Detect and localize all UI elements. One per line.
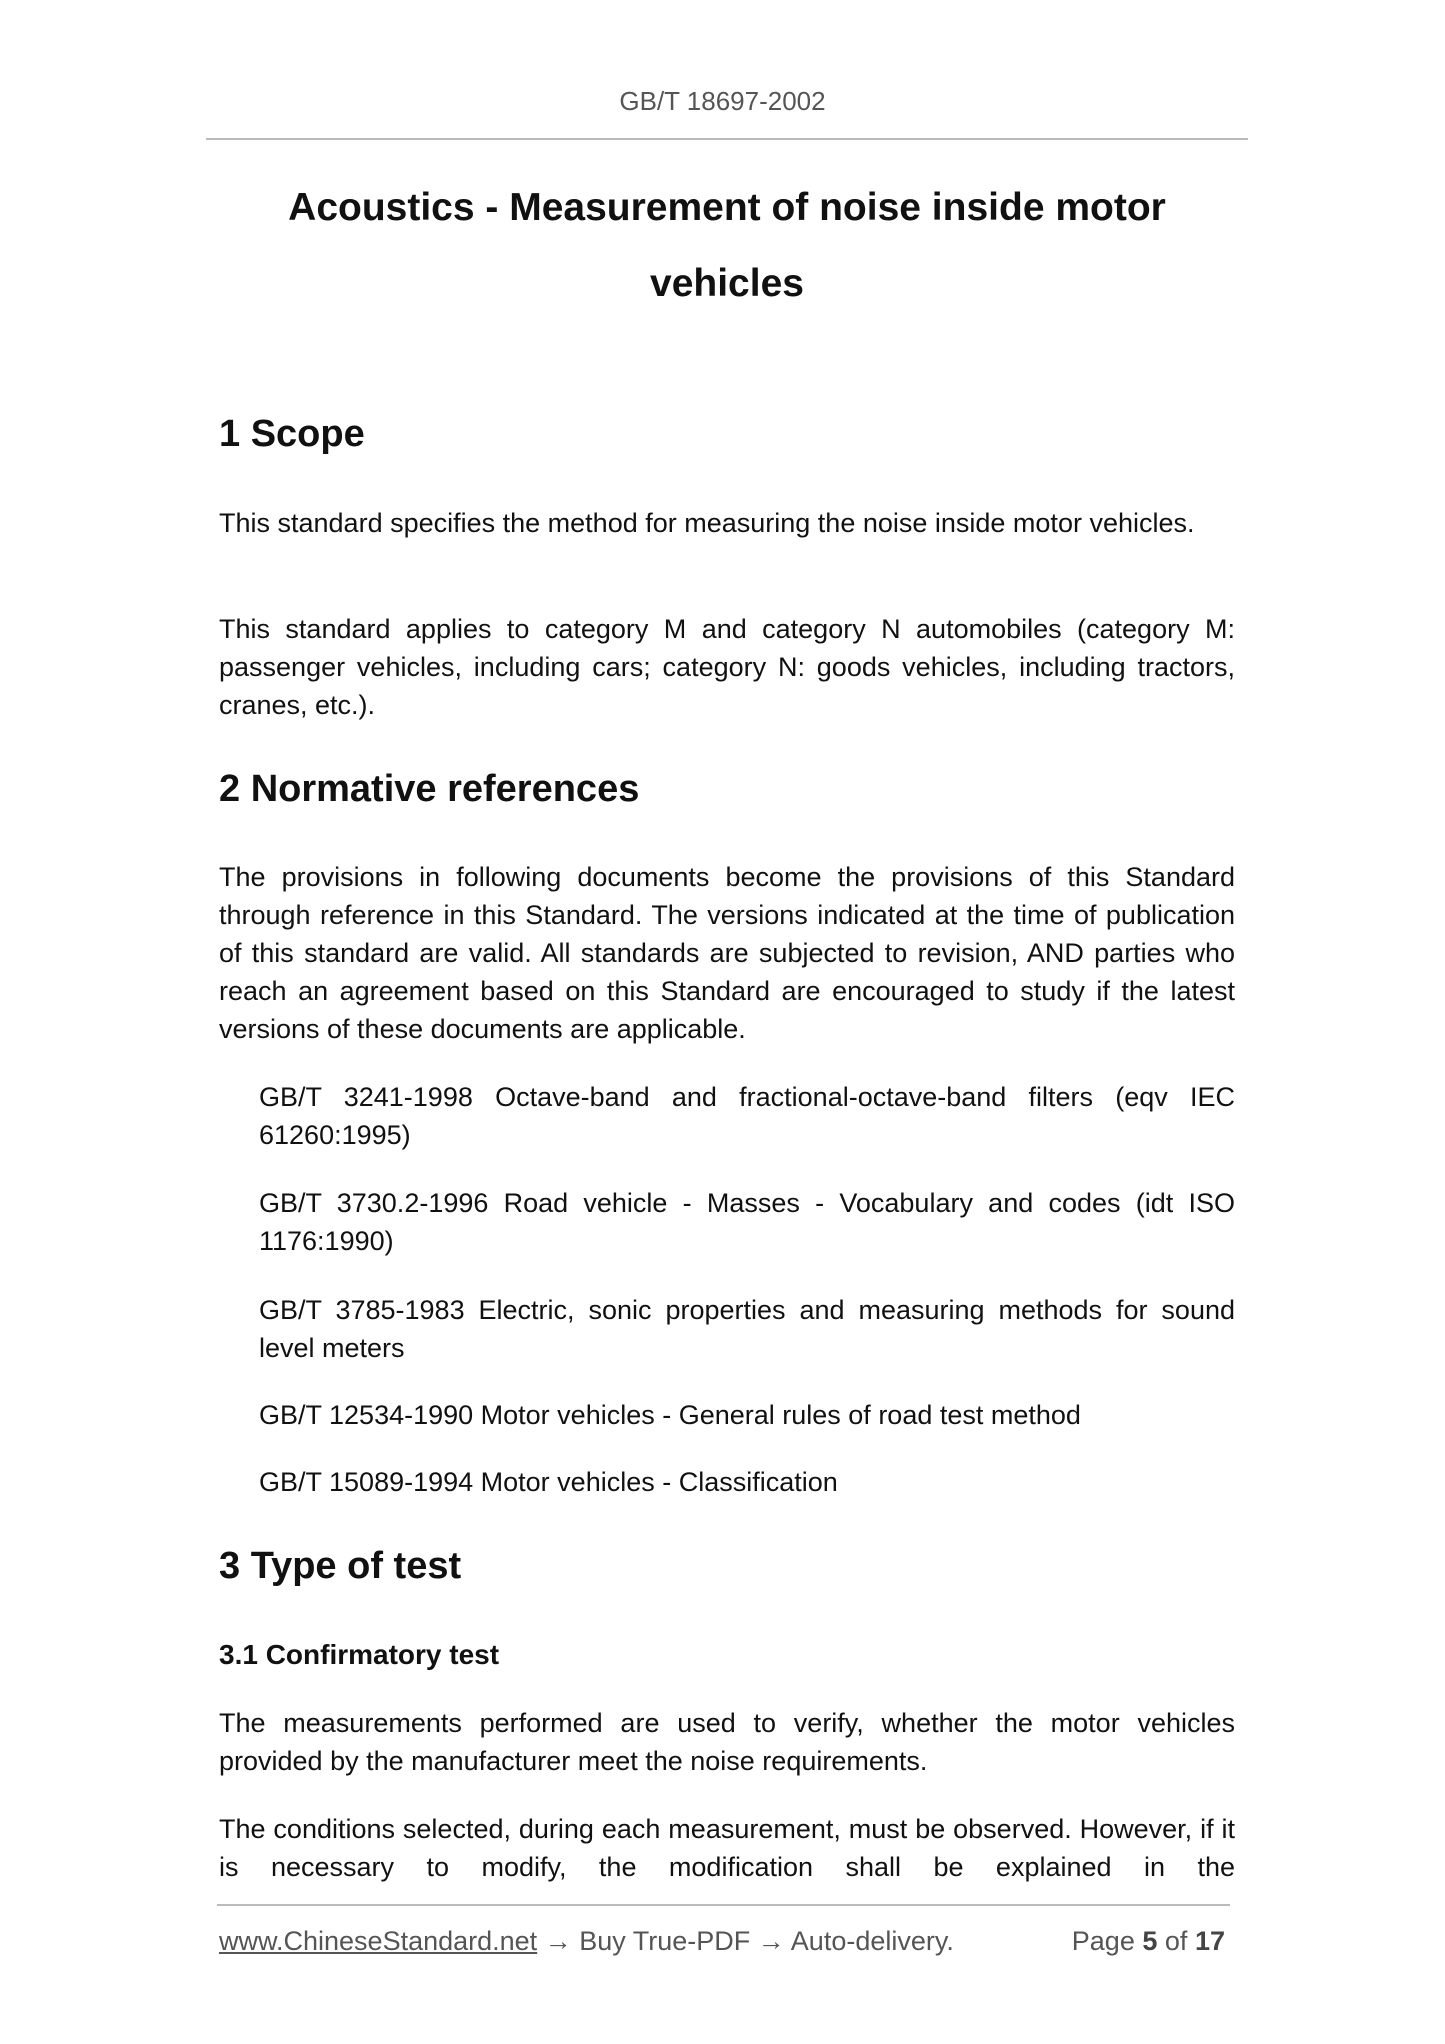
current-page: 5 [1142, 1926, 1158, 1956]
document-title-line2: vehicles [650, 262, 804, 305]
paragraph: The measurements performed are used to verify, whether the motor vehicles provided by the manufacturer meet the noise requirements. [219, 1708, 1235, 1776]
total-pages: 17 [1194, 1926, 1225, 1956]
reference-item: GB/T 3730.2-1996 Road vehicle - Masses - Vocabulary and codes (idt ISO 1176:1990) [259, 1188, 1235, 1256]
delivery-text: Auto-delivery. [790, 1926, 954, 1956]
section-heading-normative-references: 2 Normative references [219, 768, 640, 810]
document-title-line1: Acoustics - Measurement of noise inside motor [288, 186, 1166, 229]
header-divider [206, 138, 1248, 140]
document-code-header: GB/T 18697-2002 [619, 86, 826, 116]
website-link[interactable]: www.ChineseStandard.net [219, 1926, 538, 1956]
paragraph: The provisions in following documents become the provisions of this Standard through reference in this Standard. The versions indicated at the time of publication of this standard are valid. All standards are subjected to revision, AND parties who reach an agreement based on this Standard are encouraged to study if the latest versions of these documents are applicable. [219, 862, 1235, 1044]
reference-item: GB/T 3241-1998 Octave-band and fractional-octave-band filters (eqv IEC 61260:1995) [259, 1082, 1235, 1150]
paragraph: This standard applies to category M and category N automobiles (category M: passenger vehicles, including cars; category N: goods vehicles, including tractors, cranes, etc.). [219, 614, 1235, 720]
reference-item: GB/T 15089-1994 Motor vehicles - Classification [259, 1467, 838, 1497]
of-label: of [1164, 1926, 1188, 1956]
page-footer [219, 1926, 1225, 1957]
page-number [1072, 1926, 1225, 1957]
section-heading-scope: 1 Scope [219, 413, 365, 455]
paragraph: This standard specifies the method for measuring the noise inside motor vehicles. [219, 508, 1195, 538]
buy-text: Buy True-PDF [579, 1926, 751, 1956]
reference-item: GB/T 12534-1990 Motor vehicles - General rules of road test method [259, 1400, 1081, 1430]
reference-item: GB/T 3785-1983 Electric, sonic properties and measuring methods for sound level meters [259, 1295, 1235, 1363]
arrow-right-icon: → [544, 1926, 572, 1956]
footer-promo [219, 1926, 954, 1957]
paragraph: The conditions selected, during each measurement, must be observed. However, if it is necessary to modify, the modification shall be explained in the [219, 1814, 1235, 1882]
section-heading-type-of-test: 3 Type of test [219, 1545, 462, 1587]
subsection-heading-confirmatory-test: 3.1 Confirmatory test [219, 1639, 500, 1670]
footer-divider [217, 1904, 1230, 1906]
page-label: Page [1071, 1926, 1135, 1956]
arrow-right-icon: → [757, 1926, 785, 1956]
